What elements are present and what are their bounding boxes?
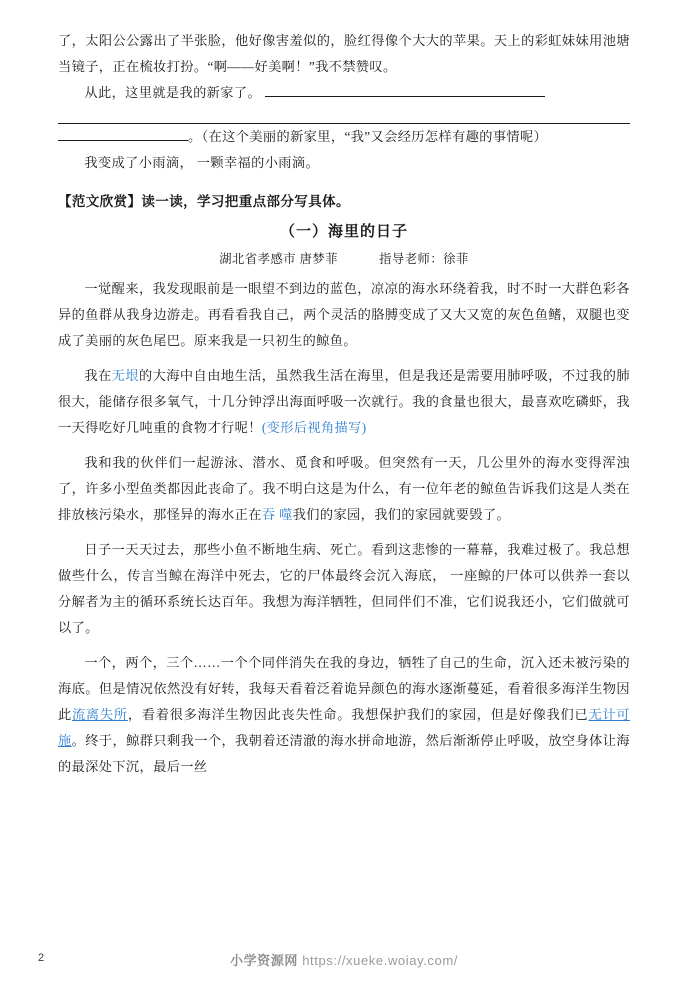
paragraph-new-home-text: 从此，这里就是我的新家了。 bbox=[84, 85, 262, 100]
article-paragraph bbox=[58, 650, 630, 780]
article-highlight: 无计可施 bbox=[58, 707, 630, 748]
page-number: 2 bbox=[38, 952, 45, 964]
paragraph-continuation: 了，太阳公公露出了半张脸，他好像害羞似的，脸红得像个大大的苹果。天上的彩虹妹妹用池塘当镜子，正在梳妆打扮。“啊——好美啊！”我不禁赞叹。 bbox=[58, 33, 630, 74]
fill-blank-tail-line bbox=[58, 124, 630, 150]
byline-author: 湖北省孝感市 唐梦菲 bbox=[219, 252, 338, 266]
article-text: 的大海中自由地生活，虽然我生活在海里，但是我还是需要用肺呼吸，不过我的肺很大，能储存很多氧气，十几分钟浮出海面呼吸一次就行。我的食量也很大，最喜欢吃磷虾，我一天得吃好几吨重的食物才行呢！ bbox=[58, 368, 630, 435]
watermark-text bbox=[230, 953, 458, 968]
paragraph-new-home bbox=[58, 80, 630, 106]
fill-blank-full-line[interactable] bbox=[58, 107, 630, 124]
article-text: 。终于，鲸群只剩我一个，我朝着还清澈的海水拼命地游，然后渐渐停止呼吸，放空身体让海的最深处下沉，最后一丝 bbox=[58, 733, 630, 774]
article-paragraph bbox=[58, 363, 630, 441]
article-highlight: 无垠 bbox=[111, 368, 139, 383]
article-body bbox=[58, 276, 630, 780]
byline-teacher: 指导老师：徐菲 bbox=[379, 252, 469, 266]
article-text: ，看着很多海洋生物因此丧失性命。我想保护我们的家园，但是好像我们已 bbox=[127, 707, 589, 722]
article-text: 一个，两个，三个……一个个同伴消失在我的身边，牺牲了自己的生命，沉入还未被污染的海底。但是情况依然没有好转，我每天看着泛着诡异颜色的海水逐渐蔓延，看着很多海洋生物因此 bbox=[58, 655, 630, 722]
article-text: 我在 bbox=[84, 368, 112, 383]
article-text: 我们的家园，我们的家园就要毁了。 bbox=[292, 507, 511, 522]
footer-watermark bbox=[0, 950, 688, 970]
article-text: 我和我的伙伴们一起游泳、潜水、觅食和呼吸。但突然有一天，几公里外的海水变得浑浊了，许多小型鱼类都因此丧命了。我不明白这是为什么，有一位年老的鲸鱼告诉我们这是人类在排放核污染水，那怪异的海水正在 bbox=[58, 455, 630, 522]
section-heading: 【范文欣赏】读一读，学习把重点部分写具体。 bbox=[58, 194, 350, 209]
article-highlight: 流离失所 bbox=[71, 707, 128, 722]
article-highlight: (变形后视角描写) bbox=[261, 420, 367, 435]
fill-blank-inline-1[interactable] bbox=[265, 81, 545, 97]
fill-blank-inline-2[interactable] bbox=[58, 125, 188, 141]
paragraph-raindrop: 我变成了小雨滴， 一颗幸福的小雨滴。 bbox=[84, 155, 320, 170]
article-text: 一觉醒来，我发现眼前是一眼望不到边的蓝色，凉凉的海水环绕着我，时不时一大群色彩各异的鱼群从我身边游走。再看看我自己，两个灵活的胳膊变成了又大又宽的灰色鱼鳍，双腿也变成了美丽的灰色尾巴。原来我是一只初生的鲸鱼。 bbox=[58, 281, 630, 348]
article-byline bbox=[58, 249, 630, 267]
article-paragraph bbox=[58, 276, 630, 354]
article-title: （一）海里的日子 bbox=[279, 223, 408, 240]
article-text: 日子一天天过去，那些小鱼不断地生病、死亡。看到这悲惨的一幕幕，我难过极了。我总想做些什么，传言当鲸在海洋中死去，它的尸体最终会沉入海底， 一座鲸的尸体可以供养一套以分解者为主的循环系统长达百年。我想为海洋牺牲，但同伴们不准，它们说我还小，它们做就可以了。 bbox=[58, 542, 630, 635]
article-paragraph bbox=[58, 537, 630, 641]
fill-blank-tail-text: 。（在这个美丽的新家里，“我”又会经历怎样有趣的事情呢） bbox=[188, 129, 548, 144]
article-paragraph bbox=[58, 450, 630, 528]
article-highlight: 吞 噬 bbox=[261, 507, 293, 522]
watermark-logo: 小学资源网 bbox=[229, 953, 298, 968]
watermark-url: https://xueke.woiay.com/ bbox=[302, 953, 458, 968]
top-paragraph-block bbox=[58, 28, 630, 176]
